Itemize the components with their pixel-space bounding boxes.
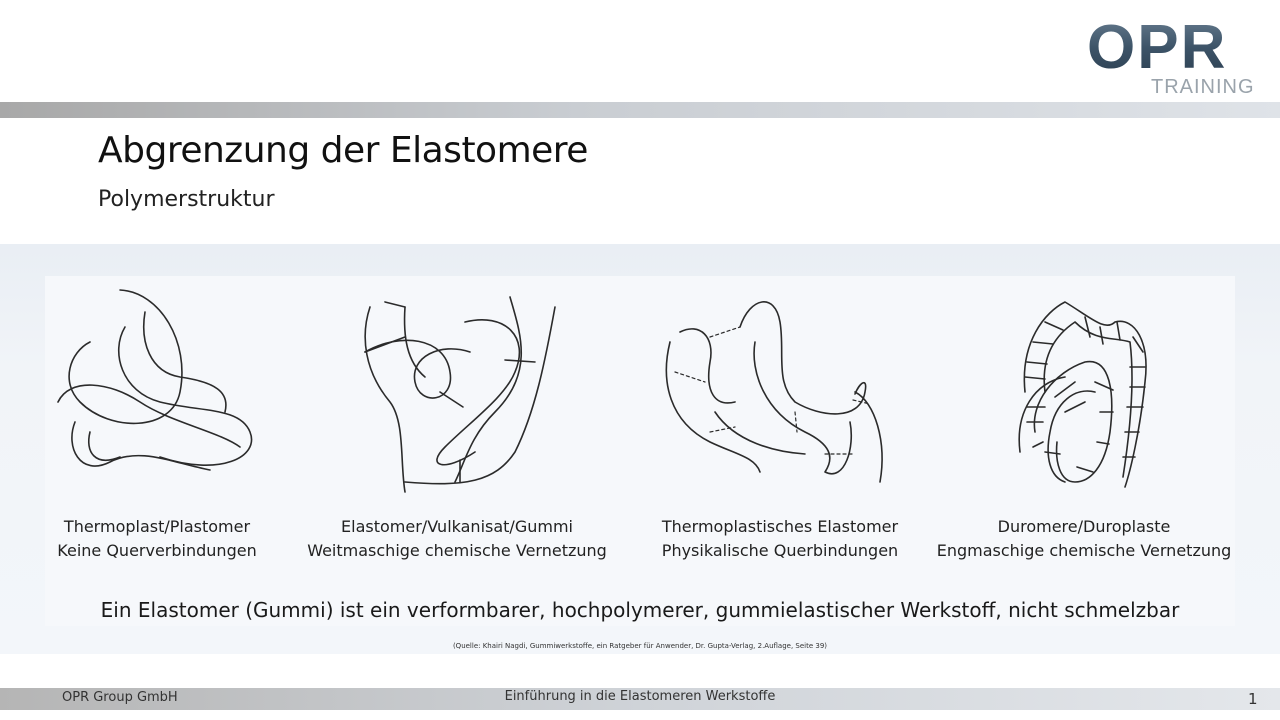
caption-desc: Engmaschige chemische Vernetzung (936, 541, 1232, 560)
footer-company: OPR Group GmbH (62, 690, 178, 705)
caption-elastomer (307, 515, 607, 563)
header-band (0, 102, 1280, 118)
logo-sub-text: TRAINING (1151, 76, 1255, 98)
page-title: Abgrenzung der Elastomere (98, 130, 588, 171)
caption-thermoplast (7, 515, 307, 563)
thermoplast-diagram (50, 282, 265, 502)
caption-title: Thermoplast/Plastomer (63, 517, 251, 536)
page-number: 1 (1248, 690, 1258, 708)
definition-statement: Ein Elastomer (Gummi) ist ein verformbarer, hochpolymerer, gummielastischer Werkstoff, nicht schmelzbar (100, 598, 1180, 622)
page-subtitle: Polymerstruktur (98, 187, 275, 212)
caption-desc: Weitmaschige chemische Vernetzung (307, 541, 607, 560)
caption-desc: Physikalische Querbindungen (661, 541, 899, 560)
caption-duromer (934, 515, 1234, 563)
caption-title: Thermoplastisches Elastomer (661, 517, 899, 536)
opr-training-logo (1085, 14, 1265, 98)
footer-topic: Einführung in die Elastomeren Werkstoffe (504, 689, 776, 704)
source-citation: (Quelle: Khairi Nagdi, Gummiwerkstoffe, ein Ratgeber für Anwender, Dr. Gupta-Verlag, 2.Auflage, Seite 39) (452, 642, 828, 650)
caption-tpe (630, 515, 930, 563)
duromer-diagram (1005, 282, 1165, 502)
caption-title: Elastomer/Vulkanisat/Gummi (341, 517, 573, 536)
logo-main-text: OPR (1087, 14, 1228, 82)
caption-title: Duromere/Duroplaste (997, 517, 1171, 536)
tpe-diagram (655, 282, 895, 502)
elastomer-diagram (345, 282, 575, 502)
caption-desc: Keine Querverbindungen (57, 541, 257, 560)
